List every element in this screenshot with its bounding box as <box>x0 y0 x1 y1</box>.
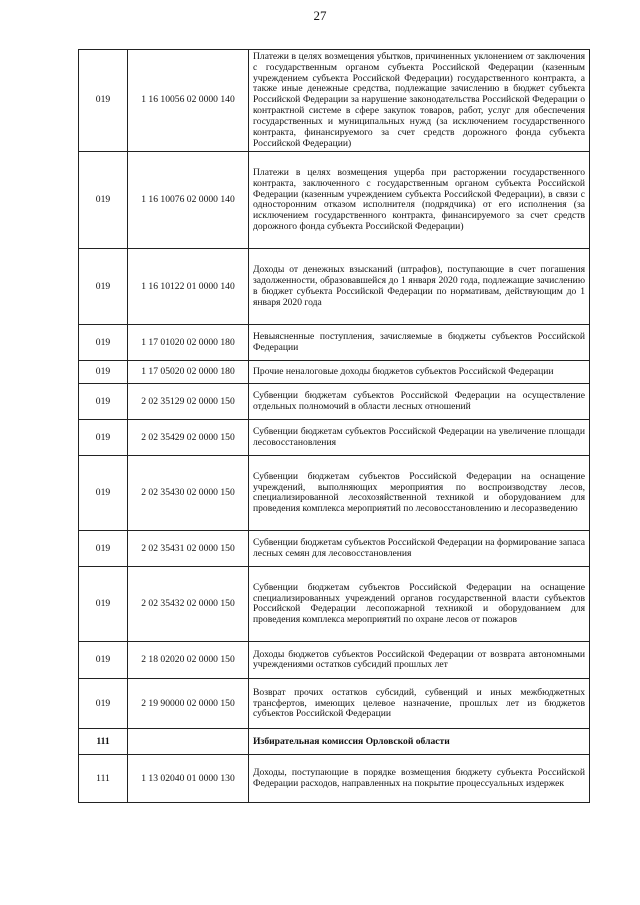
table-row <box>79 361 590 384</box>
revenue-name-cell: Доходы бюджетов субъектов Российской Федерации от возврата автономными учреждениями остатков субсидий прошлых лет <box>249 642 590 679</box>
admin-code-cell: 111 <box>79 729 128 755</box>
admin-code-cell: 019 <box>79 50 128 152</box>
table-row <box>79 679 590 729</box>
admin-code-cell: 019 <box>79 642 128 679</box>
revenue-code-cell: 1 17 01020 02 0000 180 <box>128 325 249 361</box>
table-row <box>79 456 590 531</box>
revenue-code-cell: 1 13 02040 01 0000 130 <box>128 755 249 803</box>
revenue-code-cell: 1 17 05020 02 0000 180 <box>128 361 249 384</box>
table-row <box>79 567 590 642</box>
admin-code-cell: 019 <box>79 420 128 456</box>
revenue-code-cell: 2 19 90000 02 0000 150 <box>128 679 249 729</box>
revenue-classification-table <box>78 49 590 803</box>
revenue-name-cell: Доходы от денежных взысканий (штрафов), поступающие в счет погашения задолженности, образовавшейся до 1 января 2020 года, подлежащие зачислению в бюджет субъекта Российской Федерации по нормативам, действующим до 1 января 2020 года <box>249 249 590 325</box>
admin-code-cell: 019 <box>79 384 128 420</box>
revenue-code-cell: 2 02 35431 02 0000 150 <box>128 531 249 567</box>
admin-code-cell: 019 <box>79 531 128 567</box>
revenue-code-cell: 2 02 35430 02 0000 150 <box>128 456 249 531</box>
table-row <box>79 384 590 420</box>
revenue-name-cell: Возврат прочих остатков субсидий, субвенций и иных межбюджетных трансфертов, имеющих целевое назначение, прошлых лет из бюджетов субъектов Российской Федерации <box>249 679 590 729</box>
revenue-name-cell: Невыясненные поступления, зачисляемые в бюджеты субъектов Российской Федерации <box>249 325 590 361</box>
revenue-code-cell: 2 02 35429 02 0000 150 <box>128 420 249 456</box>
table-row <box>79 531 590 567</box>
table-row <box>79 249 590 325</box>
table-row <box>79 152 590 249</box>
revenue-name-cell: Платежи в целях возмещения ущерба при расторжении государственного контракта, заключенного с государственным органом субъекта Российской Федерации (казенным учреждением субъекта Российской Федерации), в связи с односторонним отказом исполнителя (подрядчика) от его исполнения (за исключением государственного контракта, финансируемого за счет средств дорожного фонда субъекта Российской Федерации) <box>249 152 590 249</box>
revenue-name-cell: Субвенции бюджетам субъектов Российской Федерации на оснащение специализированных учреждений органов государственной власти субъектов Российской Федерации лесопожарной техникой и оборудованием для проведения комплекса мероприятий по охране лесов от пожаров <box>249 567 590 642</box>
section-header-row <box>79 729 590 755</box>
table-row <box>79 50 590 152</box>
table-row <box>79 642 590 679</box>
admin-code-cell: 019 <box>79 567 128 642</box>
table-row <box>79 755 590 803</box>
revenue-name-cell: Платежи в целях возмещения убытков, причиненных уклонением от заключения с государственным органом субъекта Российской Федерации (казенным учреждением субъекта Российской Федерации) государственного контракта, а также иные денежные средства, подлежащие зачислению в бюджет субъекта Российской Федерации за нарушение законодательства Российской Федерации о контрактной системе в сфере закупок товаров, работ, услуг для обеспечения государственных и муниципальных нужд (за исключением государственного контракта, финансируемого за счет средств дорожного фонда субъекта Российской Федерации) <box>249 50 590 152</box>
revenue-code-cell: 2 02 35432 02 0000 150 <box>128 567 249 642</box>
revenue-name-cell: Субвенции бюджетам субъектов Российской Федерации на формирование запаса лесных семян для лесовосстановления <box>249 531 590 567</box>
table-row <box>79 420 590 456</box>
revenue-code-cell <box>128 729 249 755</box>
revenue-code-cell: 1 16 10076 02 0000 140 <box>128 152 249 249</box>
section-title-cell: Избирательная комиссия Орловской области <box>249 729 590 755</box>
admin-code-cell: 019 <box>79 456 128 531</box>
admin-code-cell: 019 <box>79 325 128 361</box>
admin-code-cell: 019 <box>79 249 128 325</box>
revenue-code-cell: 2 18 02020 02 0000 150 <box>128 642 249 679</box>
revenue-name-cell: Субвенции бюджетам субъектов Российской Федерации на увеличение площади лесовосстановления <box>249 420 590 456</box>
page-number: 27 <box>313 8 327 23</box>
admin-code-cell: 111 <box>79 755 128 803</box>
revenue-name-cell: Прочие неналоговые доходы бюджетов субъектов Российской Федерации <box>249 361 590 384</box>
revenue-name-cell: Доходы, поступающие в порядке возмещения бюджету субъекта Российской Федерации расходов, направленных на покрытие процессуальных издержек <box>249 755 590 803</box>
revenue-name-cell: Субвенции бюджетам субъектов Российской Федерации на оснащение учреждений, выполняющих мероприятия по воспроизводству лесов, специализированной лесохозяйственной техникой и оборудованием для проведения комплекса мероприятий по лесовосстановлению и лесоразведению <box>249 456 590 531</box>
revenue-code-cell: 2 02 35129 02 0000 150 <box>128 384 249 420</box>
table-row <box>79 325 590 361</box>
admin-code-cell: 019 <box>79 361 128 384</box>
revenue-code-cell: 1 16 10056 02 0000 140 <box>128 50 249 152</box>
revenue-code-cell: 1 16 10122 01 0000 140 <box>128 249 249 325</box>
revenue-name-cell: Субвенции бюджетам субъектов Российской Федерации на осуществление отдельных полномочий в области лесных отношений <box>249 384 590 420</box>
admin-code-cell: 019 <box>79 152 128 249</box>
admin-code-cell: 019 <box>79 679 128 729</box>
